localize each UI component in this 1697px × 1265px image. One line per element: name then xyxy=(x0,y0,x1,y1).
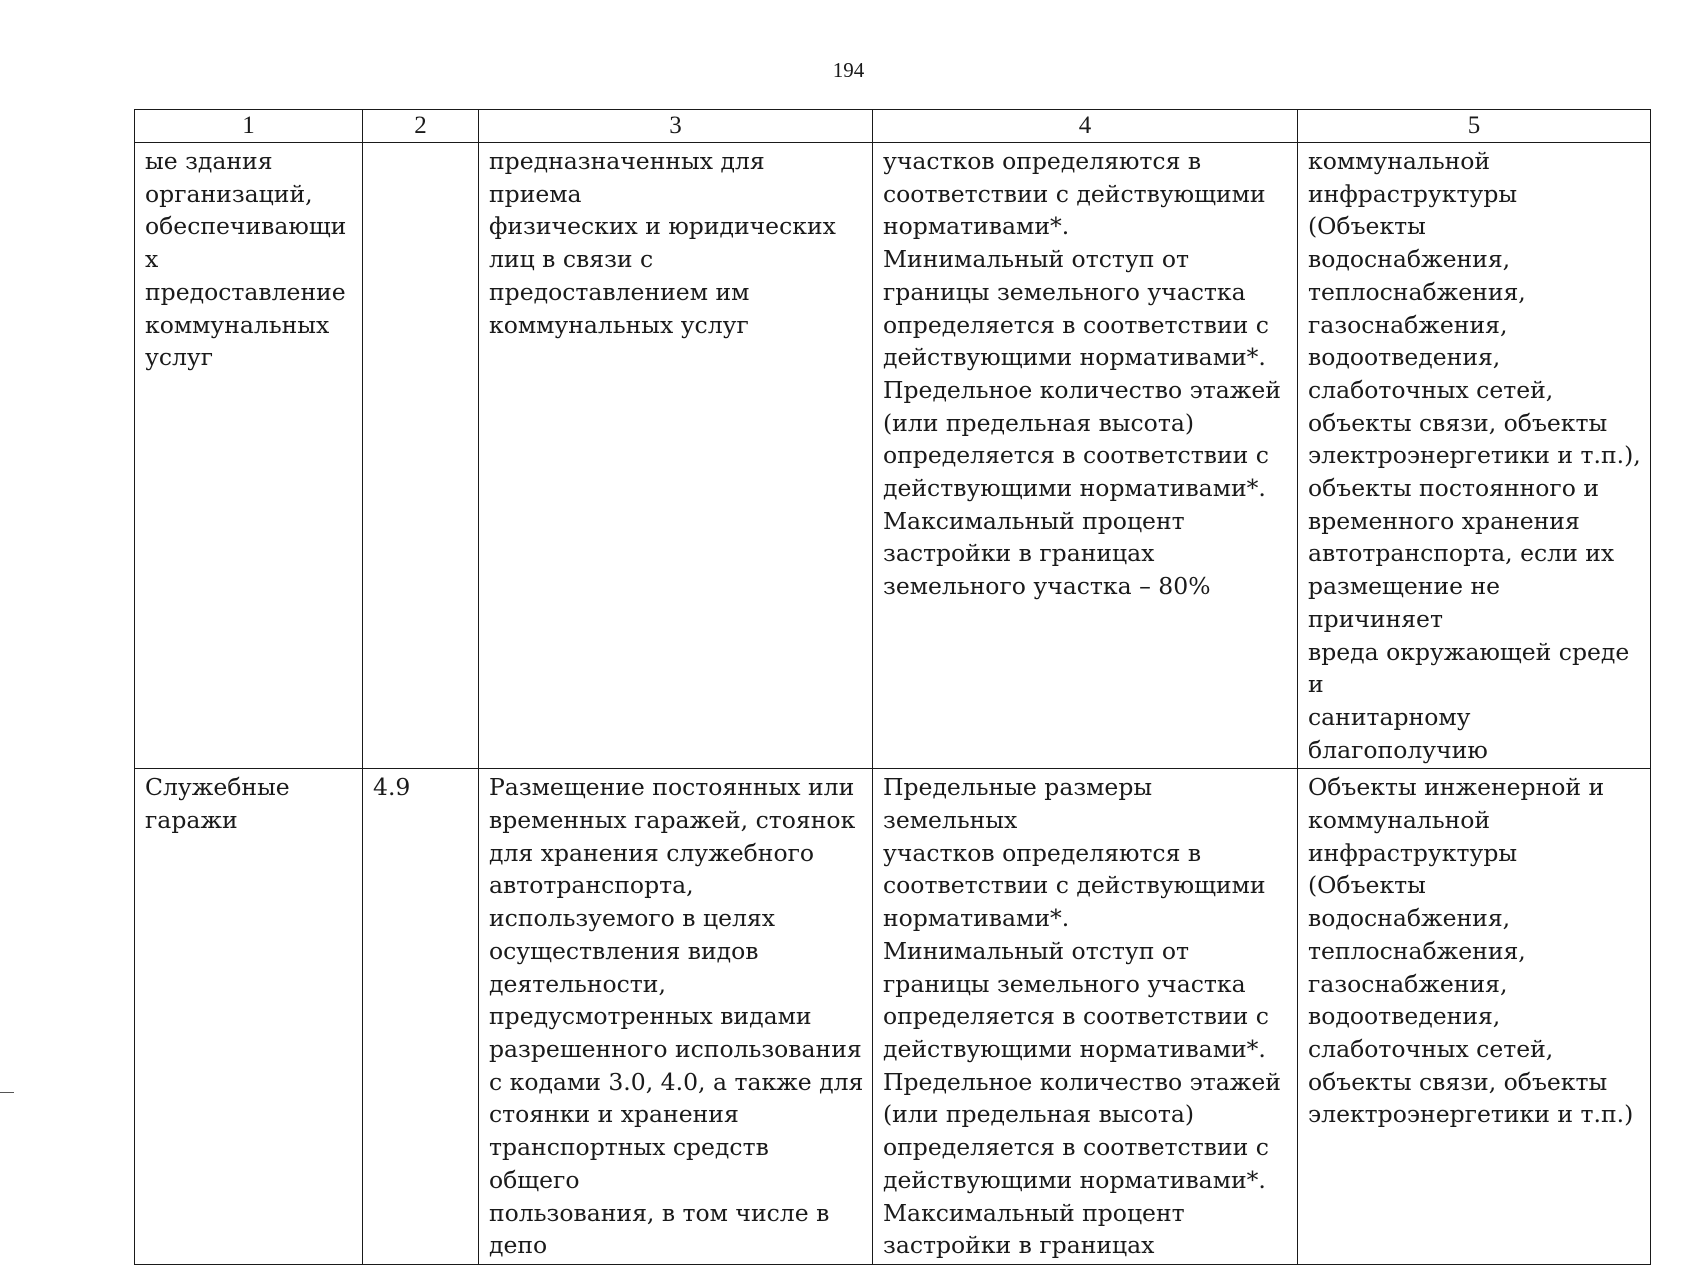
table-row xyxy=(135,769,1651,1265)
auxiliary-uses-text: коммунальной инфраструктуры (Объекты водоснабжения, теплоснабжения, газоснабжения, водоотведения, слаботочных сетей, объекты связи, объекты электроэнергетики и т.п.), объекты постоянного и временного хранения автотранспорта, если их размещение не причиняет вреда окружающей среде и санитарному благополучию xyxy=(1308,147,1641,764)
margin-tick-mark xyxy=(0,1092,14,1093)
land-use-table xyxy=(134,109,1651,1265)
use-code-text: 4.9 xyxy=(373,773,411,802)
auxiliary-uses-cell xyxy=(1298,143,1651,769)
column-header-5: 5 xyxy=(1298,110,1651,143)
parameters-text: Предельные размеры земельных участков определяются в соответствии с действующими нормативами*. Минимальный отступ от границы земельного участка определяется в соответствии с действующими нормативами*. Предельное количество этажей (или предельная высота) определяется в соответствии с действующими нормативами*. Максимальный процент застройки в границах xyxy=(883,773,1281,1260)
column-header-2: 2 xyxy=(363,110,479,143)
use-type-cell xyxy=(135,143,363,769)
table-row xyxy=(135,143,1651,769)
use-code-cell xyxy=(363,769,479,1265)
parameters-text: участков определяются в соответствии с действующими нормативами*. Минимальный отступ от границы земельного участка определяется в соответствии с действующими нормативами*. Предельное количество этажей (или предельная высота) определяется в соответствии с действующими нормативами*. Максимальный процент застройки в границах земельного участка – 80% xyxy=(883,147,1281,601)
column-header-1: 1 xyxy=(135,110,363,143)
use-type-text: Служебные гаражи xyxy=(145,773,290,835)
use-code-cell xyxy=(363,143,479,769)
use-description-cell xyxy=(479,143,873,769)
use-type-cell xyxy=(135,769,363,1265)
use-description-text: предназначенных для приема физических и юридических лиц в связи с предоставлением им коммунальных услуг xyxy=(489,147,836,339)
use-description-cell xyxy=(479,769,873,1265)
page-number: 194 xyxy=(832,58,865,82)
parameters-cell xyxy=(873,143,1298,769)
use-description-text: Размещение постоянных или временных гаражей, стоянок для хранения служебного автотранспорта, используемого в целях осуществления видов деятельности, предусмотренных видами разрешенного использования с кодами 3.0, 4.0, а также для стоянки и хранения транспортных средств общего пользования, в том числе в депо xyxy=(489,773,864,1260)
column-header-4: 4 xyxy=(873,110,1298,143)
parameters-cell xyxy=(873,769,1298,1265)
auxiliary-uses-text: Объекты инженерной и коммунальной инфраструктуры (Объекты водоснабжения, теплоснабжения, газоснабжения, водоотведения, слаботочных сетей, объекты связи, объекты электроэнергетики и т.п.) xyxy=(1308,773,1634,1129)
use-type-text: ые здания организаций, обеспечивающи х предоставление коммунальных услуг xyxy=(145,147,347,372)
column-header-3: 3 xyxy=(479,110,873,143)
table-header-row xyxy=(135,110,1651,143)
auxiliary-uses-cell xyxy=(1298,769,1651,1265)
